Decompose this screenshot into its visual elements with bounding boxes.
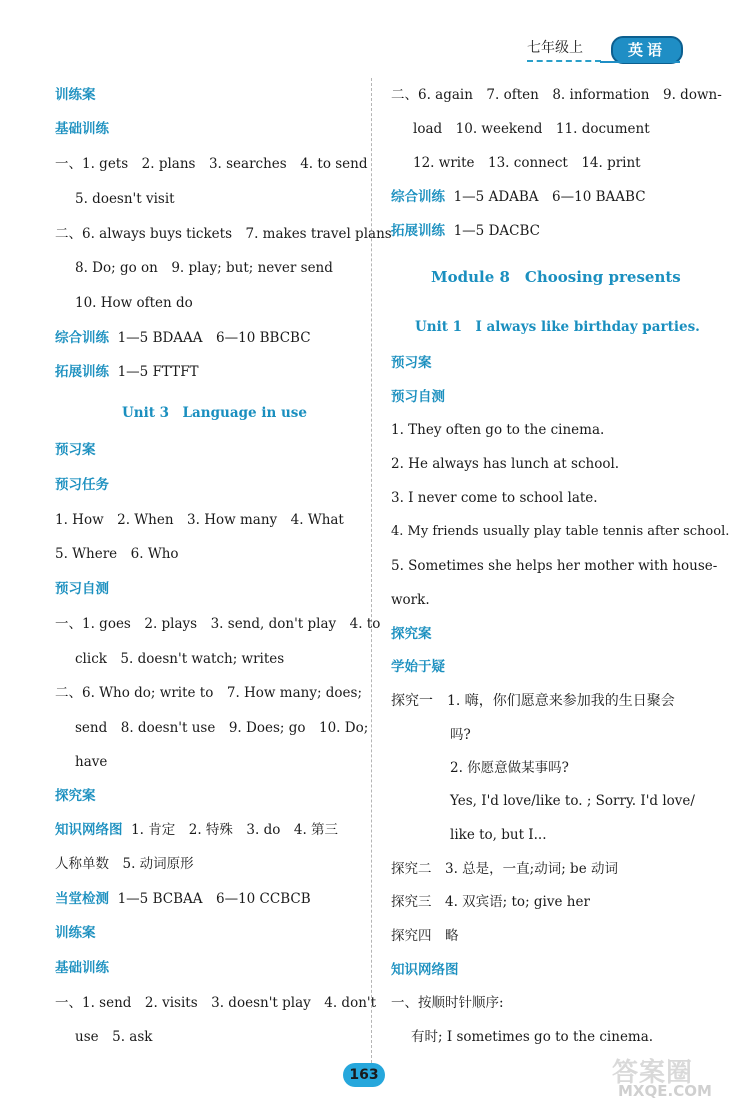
answer-row <box>391 188 646 206</box>
answer-line: 2. 你愿意做某事吗? <box>450 760 569 776</box>
answer-line: Yes, I'd love/like to. ; Sorry. I'd love/ <box>450 793 695 809</box>
answer-text: 1. 肯定 2. 特殊 3. do 4. 第三 <box>131 822 339 838</box>
answer-line: 二、6. Who do; write to 7. How many; does; <box>55 685 363 701</box>
section-heading: 拓展训练 <box>55 364 109 380</box>
section-heading: 拓展训练 <box>391 223 445 239</box>
watermark-logo: 答案圈 <box>612 1058 694 1088</box>
answer-line: 1. They often go to the cinema. <box>391 422 605 438</box>
section-heading: 综合训练 <box>391 189 445 205</box>
answer-line: 探究一 1. 嗨，你们愿意来参加我的生日聚会 <box>391 693 675 709</box>
section-heading: 训练案 <box>55 87 96 103</box>
section-heading: 知识网络图 <box>391 962 459 978</box>
header-rule <box>600 61 680 63</box>
answer-line: use 5. ask <box>75 1029 153 1045</box>
answer-line: 10. How often do <box>75 295 193 311</box>
section-heading: 探究案 <box>55 788 96 804</box>
module-title: Module 8 Choosing presents <box>431 268 681 286</box>
answer-row <box>55 363 199 381</box>
section-heading: 预习自测 <box>391 389 445 405</box>
answer-line: 探究三 4. 双宾语; to; give her <box>391 894 590 910</box>
grade-label: 七年级上 <box>527 40 583 56</box>
answer-line: 探究四 略 <box>391 928 459 944</box>
section-heading: 训练案 <box>55 925 96 941</box>
unit-title: Unit 3 Language in use <box>122 405 307 421</box>
answer-text: 1—5 DACBC <box>453 223 540 239</box>
section-heading: 预习案 <box>391 355 432 371</box>
answer-line: 4. My friends usually play table tennis after school. <box>391 524 730 539</box>
answer-row <box>55 329 311 347</box>
header-dash-decoration <box>527 60 601 62</box>
answer-line: have <box>75 754 108 770</box>
answer-text: 1—5 BDAAA 6—10 BBCBC <box>117 330 311 346</box>
watermark-url: MXQE.COM <box>618 1082 712 1100</box>
page-number: 163 <box>343 1063 385 1087</box>
answer-text: 1—5 ADABA 6—10 BAABC <box>453 189 646 205</box>
answer-text: 1—5 FTTFT <box>117 364 199 380</box>
answer-line: 5. Sometimes she helps her mother with house- <box>391 558 718 574</box>
subject-badge: 英语 <box>611 36 683 64</box>
answer-line: 一、1. goes 2. plays 3. send, don't play 4. to <box>55 616 381 632</box>
section-heading: 综合训练 <box>55 330 109 346</box>
answer-line: 吗? <box>450 727 471 743</box>
section-heading: 预习自测 <box>55 581 109 597</box>
answer-row <box>391 222 540 240</box>
section-heading: 基础训练 <box>55 960 109 976</box>
section-heading: 知识网络图 <box>55 822 123 838</box>
answer-line: work. <box>391 592 430 608</box>
answer-line: click 5. doesn't watch; writes <box>75 651 285 667</box>
answer-line: 一、1. gets 2. plans 3. searches 4. to send <box>55 156 368 172</box>
answer-line: load 10. weekend 11. document <box>413 121 650 137</box>
answer-line: 8. Do; go on 9. play; but; never send <box>75 260 333 276</box>
section-heading: 预习任务 <box>55 477 109 493</box>
answer-line: 二、6. always buys tickets 7. makes travel plans <box>55 226 392 242</box>
unit-title: Unit 1 I always like birthday parties. <box>415 319 700 335</box>
answer-line: 一、按顺时针顺序: <box>391 995 504 1011</box>
section-heading: 探究案 <box>391 626 432 642</box>
section-heading: 学始于疑 <box>391 659 445 675</box>
answer-row <box>55 890 311 908</box>
answer-line: 探究二 3. 总是，一直;动词; be 动词 <box>391 861 618 877</box>
section-heading: 基础训练 <box>55 121 109 137</box>
answer-line: 1. How 2. When 3. How many 4. What <box>55 512 344 528</box>
answer-line: 人称单数 5. 动词原形 <box>55 856 194 872</box>
answer-text: 1—5 BCBAA 6—10 CCBCB <box>117 891 311 907</box>
answer-line: send 8. doesn't use 9. Does; go 10. Do; <box>75 720 369 736</box>
answer-line: 有时; I sometimes go to the cinema. <box>411 1029 654 1045</box>
answer-line: 12. write 13. connect 14. print <box>413 155 641 171</box>
answer-row <box>55 821 338 839</box>
answer-line: like to, but I... <box>450 827 547 843</box>
answer-line: 二、6. again 7. often 8. information 9. down- <box>391 87 722 103</box>
answer-line: 5. Where 6. Who <box>55 546 179 562</box>
section-heading: 当堂检测 <box>55 891 109 907</box>
answer-line: 一、1. send 2. visits 3. doesn't play 4. don't <box>55 995 377 1011</box>
answer-line: 5. doesn't visit <box>75 191 175 207</box>
section-heading: 预习案 <box>55 442 96 458</box>
answer-line: 3. I never come to school late. <box>391 490 598 506</box>
answer-line: 2. He always has lunch at school. <box>391 456 620 472</box>
